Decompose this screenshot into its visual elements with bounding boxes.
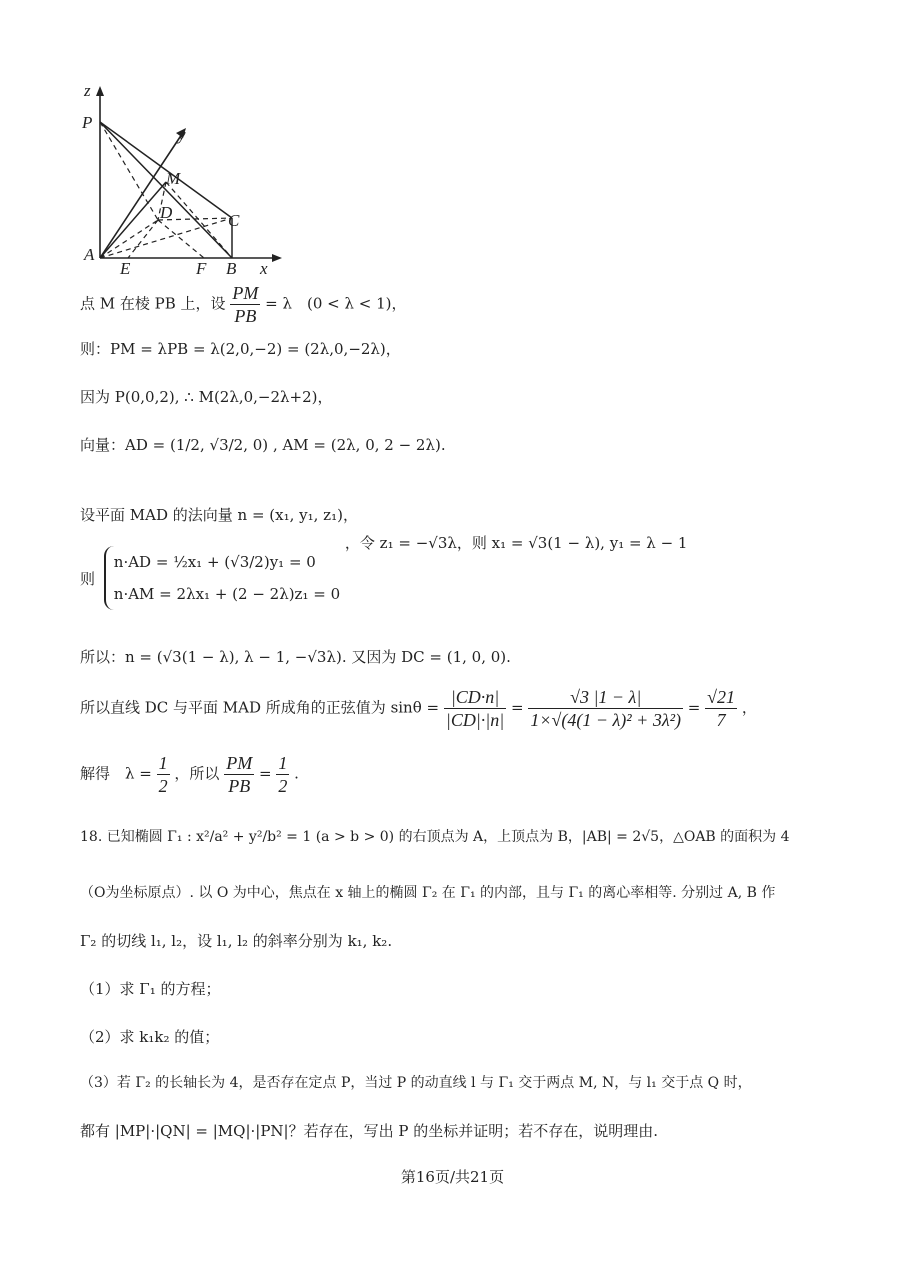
label-F: F [196,259,207,278]
line-equation-system [80,534,688,610]
line-point-coords: 因为 P(0,0,2), ∴ M(2λ,0,−2λ+2)， [80,388,333,406]
label-y: y [178,125,186,144]
line-4-vector: (1/2, √3/2, 0) [169,436,269,454]
line-6-rest: ，令 z₁ = −√3λ，则 x₁ = √3(1 − λ), y₁ = λ − 1 [344,534,688,552]
label-B: B [226,259,237,278]
equation-1: n·AD = ½x₁ + (√3/2)y₁ = 0 [113,553,316,571]
line-8-text: 所以直线 DC 与平面 MAD 所成角的正弦值为 sinθ = [80,698,440,717]
question-18-part-1: （1）求 Γ₁ 的方程； [80,980,221,998]
geometry-figure [78,82,298,282]
page-footer: 第16页/共21页 [400,1168,505,1186]
line-normal-vector: 设平面 MAD 的法向量 n = (x₁, y₁, z₁)， [80,506,358,524]
fraction-sin-2: $\frac{√3 |1 - \lambda|}{\text{1×√(4(1 − λ)² + 3λ²)}}$ [530,687,682,730]
line-point-m [80,282,406,327]
line-pm-vector: 则：PM = λPB = λ(2,0,−2) = (2λ,0,−2λ)， [80,340,401,358]
line-9-text: 解得 λ = [80,764,152,783]
label-A: A [84,245,95,264]
fraction-sin-3: $\frac{√21}{7}$ [707,687,736,730]
line-solution: 解得 λ = $\frac{1}{2}$ ，所以 $\frac{PM}{PB}$ = $\frac{1}{2}$ . [80,753,299,796]
fraction-pm-pb-2: $\frac{PM}{PB}$ [226,753,253,796]
fraction-pm-pb: $\frac{PM}{PB}$ [232,283,259,326]
label-P: P [82,113,93,132]
question-18-part-3: （3）若 Γ₂ 的长轴长为 4，是否存在定点 P，当过 P 的动直线 l 与 Γ₁ 交于两点 M, N，与 l₁ 交于点 Q 时， [80,1075,752,1091]
line-normal-result: 所以：n = (√3(1 − λ), λ − 1, −√3λ). 又因为 DC = (1, 0, 0). [80,648,511,666]
fraction-lambda: $\frac{1}{2}$ [158,753,168,796]
question-18-line-1: 18. 已知椭圆 Γ₁ : x²/a² + y²/b² = 1 (a > b > 0) 的右顶点为 A，上顶点为 B，|AB| = 2√5，△OAB 的面积为 4 [80,829,790,845]
fraction-half: $\frac{1}{2}$ [278,753,288,796]
question-18-line-3: Γ₂ 的切线 l₁, l₂，设 l₁, l₂ 的斜率分别为 k₁, k₂. [80,932,393,950]
label-z: z [84,82,91,100]
equation-brace [104,546,340,610]
question-18-part-2: （2）求 k₁k₂ 的值； [80,1028,220,1046]
line-1-text: 点 M 在棱 PB 上，设 [80,294,226,313]
label-E: E [120,259,131,278]
line-1-rest: = λ (0 < λ < 1)， [265,294,407,313]
label-C: C [228,211,240,230]
fraction-sin-1: $\frac{|CD\cdot n|}{|CD|\cdot|n|}$ [445,687,505,730]
line-4-rest: , AM = (2λ, 0, 2 − 2λ). [272,436,446,454]
line-9-mid: ，所以 [174,764,220,783]
line-vectors [80,434,446,455]
question-18-line-2: （O为坐标原点）. 以 O 为中心，焦点在 x 轴上的椭圆 Γ₂ 在 Γ₁ 的内部，且与 Γ₁ 的离心率相等. 分别过 A, B 作 [80,885,776,901]
label-D: D [160,203,173,222]
line-6-prefix: 则 [80,570,96,588]
line-4-prefix: 向量：AD = [80,436,166,454]
label-M: M [166,169,181,188]
label-x: x [260,259,268,278]
question-18-part-3-cont: 都有 |MP|·|QN| = |MQ|·|PN|？若存在，写出 P 的坐标并证明；若不存在，说明理由. [80,1122,658,1140]
line-sine-value: 所以直线 DC 与平面 MAD 所成角的正弦值为 sinθ = $\frac{|CD\cdot n|}{|CD|\cdot|n|}$ = $\frac{√3 |1 - \lambda|}{\text{1×√(4(1 − λ)² + 3λ²)}}$ = $\frac{√21}{7}$ ， [80,687,757,730]
equation-2: n·AM = 2λx₁ + (2 − 2λ)z₁ = 0 [113,585,341,603]
